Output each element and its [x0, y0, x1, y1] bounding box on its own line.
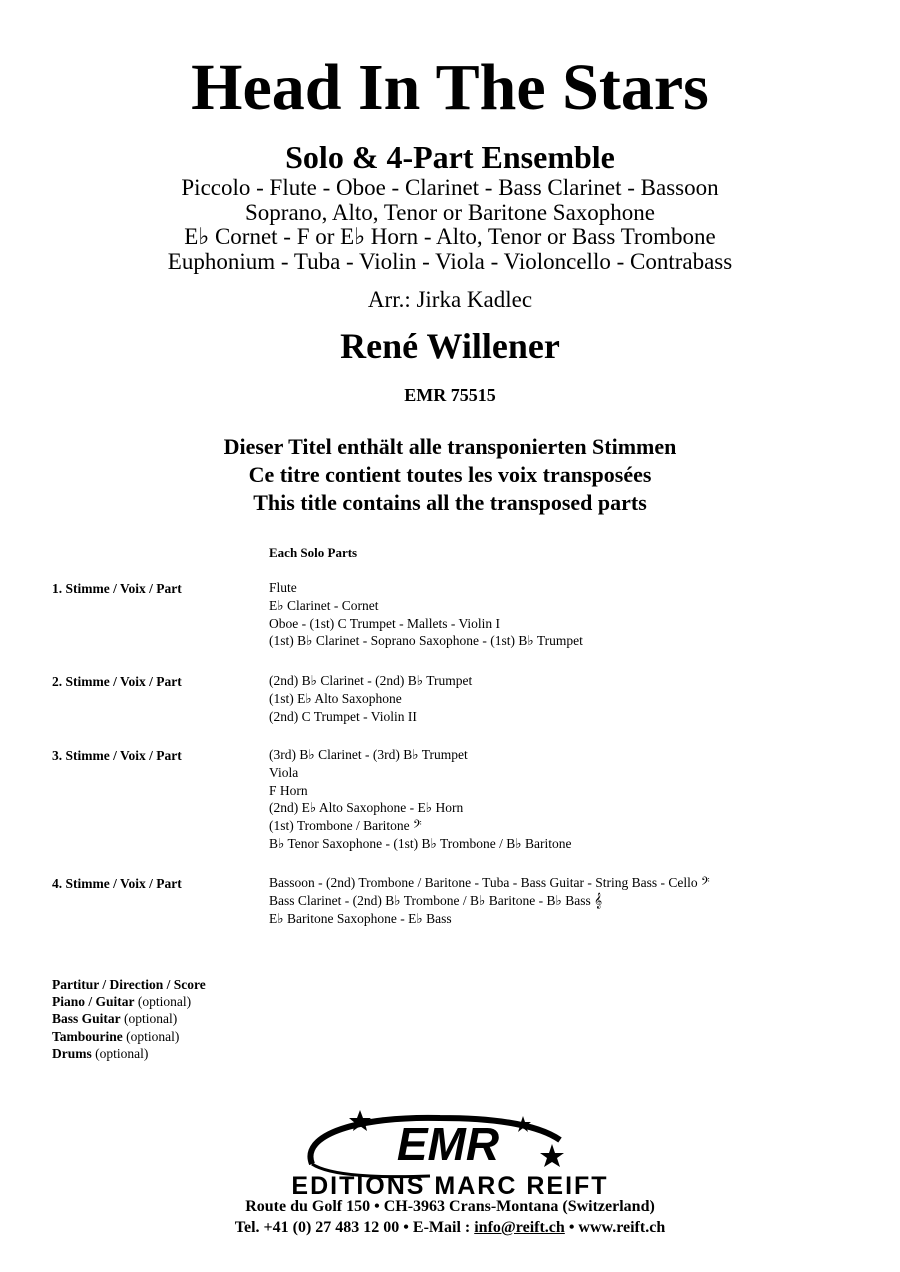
part-2-list — [269, 672, 472, 725]
list-item: Bass Clarinet - (2nd) B♭ Trombone / B♭ Baritone - B♭ Bass 𝄞 — [269, 892, 603, 908]
list-item — [52, 1010, 206, 1027]
extra-name: Drums — [52, 1045, 92, 1061]
part-3-label: 3. Stimme / Voix / Part — [52, 748, 182, 763]
extra-name: Bass Guitar — [52, 1011, 121, 1027]
list-item: Viola — [269, 764, 299, 780]
extra-parts-list — [52, 976, 206, 1062]
list-item: Flute — [269, 580, 297, 595]
list-item: (1st) Trombone / Baritone 𝄢 — [269, 818, 422, 834]
extra-note: (optional) — [137, 994, 192, 1010]
part-2-label: 2. Stimme / Voix / Part — [52, 674, 182, 689]
part-4-label: 4. Stimme / Voix / Part — [52, 876, 182, 891]
list-item: (2nd) C Trumpet - Violin II — [269, 708, 417, 724]
list-item: (1st) E♭ Alto Saxophone — [269, 690, 402, 706]
extra-note: (optional) — [95, 1045, 149, 1061]
extra-note: (optional) — [126, 1028, 180, 1044]
composer: René Willener — [340, 326, 560, 366]
list-item — [52, 1028, 206, 1045]
list-item — [52, 993, 206, 1010]
instrument-line: E♭ Cornet - F or E♭ Horn - Alto, Tenor or Bass Trombone — [184, 224, 716, 249]
list-item: E♭ Clarinet - Cornet — [269, 597, 379, 613]
parts-header: Each Solo Parts — [269, 545, 358, 560]
part-1-label: 1. Stimme / Voix / Part — [52, 581, 182, 596]
subtitle: Solo & 4-Part Ensemble — [285, 139, 615, 175]
list-item: E♭ Baritone Saxophone - E♭ Bass — [269, 910, 452, 926]
publisher-contact — [0, 1218, 900, 1238]
transposed-note-en: This title contains all the transposed parts — [253, 490, 647, 515]
list-item: (2nd) B♭ Clarinet - (2nd) B♭ Trumpet — [269, 673, 473, 688]
list-item — [52, 1045, 206, 1062]
page-title: Head In The Stars — [191, 51, 709, 124]
extra-name: Piano / Guitar — [52, 994, 135, 1010]
list-item: F Horn — [269, 782, 308, 798]
contact-phone: Tel. +41 (0) 27 483 12 00 • E-Mail : — [234, 1219, 471, 1236]
list-item: (1st) B♭ Clarinet - Soprano Saxophone - (1st) B♭ Trumpet — [269, 633, 583, 649]
publisher-address: Route du Golf 150 • CH-3963 Crans-Montana (Switzerland) — [245, 1198, 655, 1215]
extra-name: Tambourine — [52, 1028, 123, 1044]
list-item: Bassoon - (2nd) Trombone / Baritone - Tuba - Bass Guitar - String Bass - Cello 𝄢 — [269, 875, 710, 890]
part-3-list — [269, 746, 572, 853]
publisher-name: EDITIONS MARC REIFT — [291, 1172, 609, 1200]
list-item: (3rd) B♭ Clarinet - (3rd) B♭ Trumpet — [269, 747, 468, 762]
arranger: Arr.: Jirka Kadlec — [367, 287, 533, 312]
contact-website[interactable]: • www.reift.ch — [568, 1219, 666, 1236]
instrument-line: Piccolo - Flute - Oboe - Clarinet - Bass Clarinet - Bassoon — [181, 175, 719, 200]
transposed-note-fr: Ce titre contient toutes les voix transposées — [248, 462, 652, 487]
list-item — [52, 976, 206, 993]
instrument-line: Euphonium - Tuba - Violin - Viola - Violoncello - Contrabass — [167, 249, 733, 274]
part-1-list — [269, 579, 583, 650]
extra-name: Partitur / Direction / Score — [52, 977, 206, 992]
catalog-number: EMR 75515 — [404, 385, 496, 405]
star-icon — [540, 1144, 564, 1167]
transposed-note-de: Dieser Titel enthält alle transponierten Stimmen — [223, 434, 677, 459]
instrument-line: Soprano, Alto, Tenor or Baritone Saxophone — [245, 200, 655, 225]
list-item: B♭ Tenor Saxophone - (1st) B♭ Trombone / B♭ Baritone — [269, 835, 572, 851]
extra-note: (optional) — [124, 1011, 178, 1027]
email-link[interactable]: info@reift.ch — [474, 1219, 565, 1236]
part-4-list — [269, 874, 710, 927]
list-item: Oboe - (1st) C Trumpet - Mallets - Violin I — [269, 615, 501, 631]
list-item: (2nd) E♭ Alto Saxophone - E♭ Horn — [269, 800, 464, 816]
logo-text: EMR — [396, 1118, 500, 1170]
